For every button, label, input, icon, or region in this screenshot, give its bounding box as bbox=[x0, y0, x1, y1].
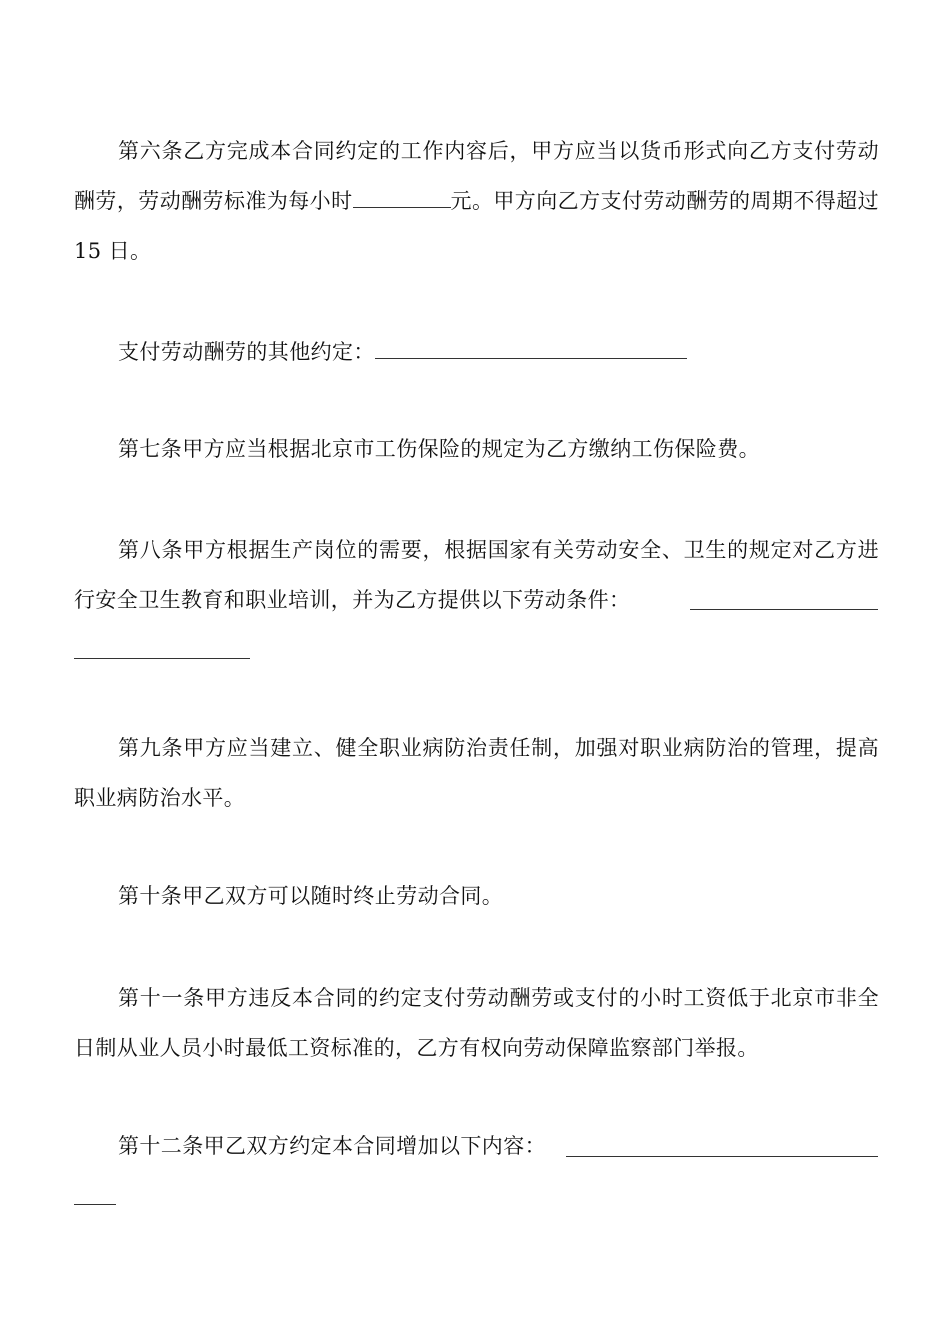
article-8 bbox=[74, 525, 879, 625]
article-11-text: 第十一条甲方违反本合同的约定支付劳动酬劳或支付的小时工资低于北京市非全日制从业人员小时最低工资标准的，乙方有权向劳动保障监察部门举报。 bbox=[74, 986, 879, 1060]
payment-other-terms bbox=[74, 327, 879, 377]
article-10 bbox=[74, 871, 879, 921]
article-9 bbox=[74, 723, 879, 823]
additional-content-blank-1[interactable] bbox=[566, 1156, 878, 1157]
hourly-rate-blank[interactable] bbox=[353, 189, 451, 208]
article-6 bbox=[74, 126, 879, 276]
article-12-text: 第十二条甲乙双方约定本合同增加以下内容： bbox=[118, 1134, 546, 1158]
article-11 bbox=[74, 973, 879, 1073]
article-7-text: 第七条甲方应当根据北京市工伤保险的规定为乙方缴纳工伤保险费。 bbox=[118, 437, 760, 461]
payment-other-terms-blank[interactable] bbox=[375, 340, 687, 359]
article-6-text-a: 第六条乙方完成本合同约定的工作内容后，甲方应当以货币形式向乙方支付劳动酬劳，劳动酬劳标准为每小时 bbox=[74, 139, 879, 213]
article-10-text: 第十条甲乙双方可以随时终止劳动合同。 bbox=[118, 884, 504, 908]
article-12 bbox=[74, 1121, 879, 1171]
labor-conditions-blank-2[interactable] bbox=[74, 658, 250, 659]
article-9-text: 第九条甲方应当建立、健全职业病防治责任制，加强对职业病防治的管理，提高职业病防治水平。 bbox=[74, 736, 879, 810]
article-6-text-b: 元。甲方向乙方支付劳动酬劳的周期不得超过 15 日。 bbox=[74, 189, 879, 263]
additional-content-blank-2[interactable] bbox=[74, 1204, 116, 1205]
payment-other-terms-text: 支付劳动酬劳的其他约定： bbox=[118, 340, 375, 364]
article-7 bbox=[74, 424, 879, 474]
labor-conditions-blank-1[interactable] bbox=[690, 609, 878, 610]
article-8-text: 第八条甲方根据生产岗位的需要，根据国家有关劳动安全、卫生的规定对乙方进行安全卫生教育和职业培训，并为乙方提供以下劳动条件： bbox=[74, 538, 879, 612]
